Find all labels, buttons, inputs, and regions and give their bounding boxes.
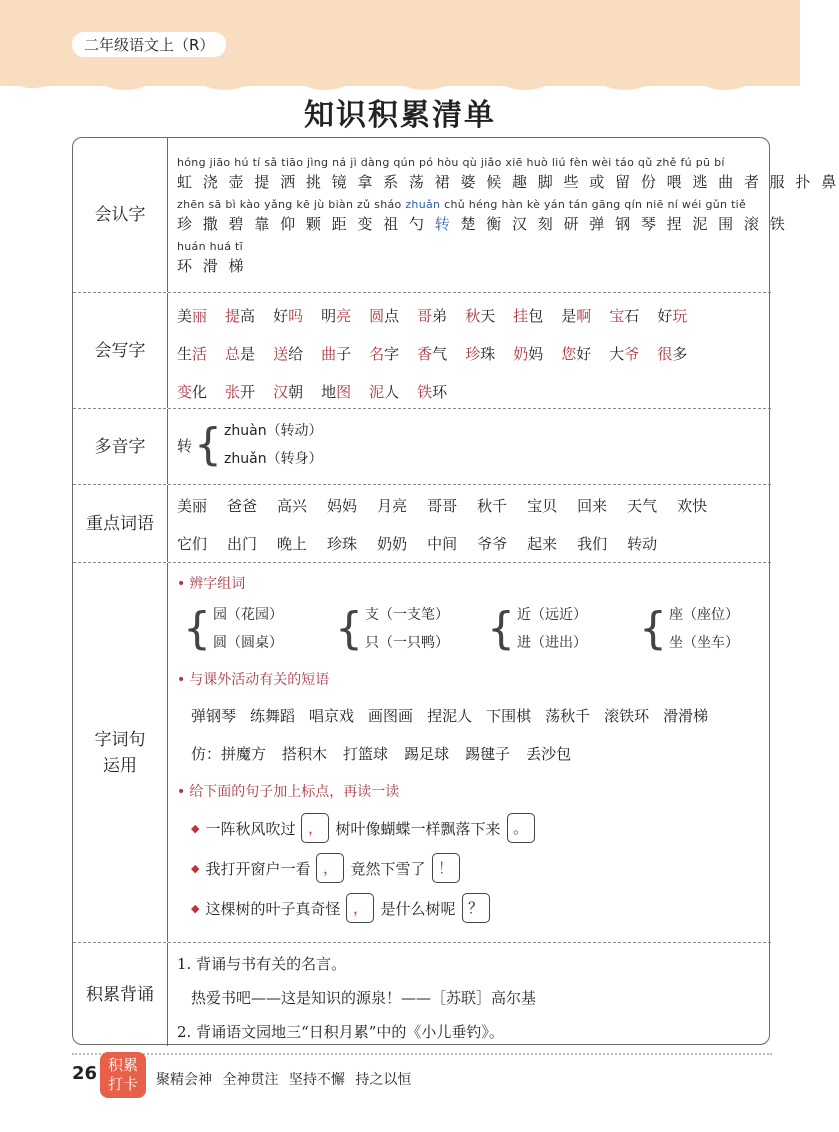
write-word: 好吗	[273, 307, 304, 325]
row-label-polyphone: 多音字	[94, 436, 146, 457]
write-word: 哥弟	[417, 307, 448, 325]
char-pair	[487, 601, 587, 657]
vocab-word: 秋千	[477, 497, 508, 515]
write-word: 生活	[177, 345, 208, 363]
write-char-highlight: 张	[225, 383, 241, 401]
imitation-prefix: 仿：	[191, 745, 222, 763]
write-word: 总是	[225, 345, 256, 363]
write-char-highlight: 吗	[288, 307, 304, 325]
sentence-part: 一阵秋风吹过	[205, 819, 296, 838]
row-label-recognize: 会认字	[94, 205, 146, 225]
activity-phrases	[191, 705, 722, 726]
write-word: 好玩	[657, 307, 688, 325]
phrase: 唱京戏	[309, 707, 355, 725]
hanzi-line-2: 珍 撒 碧 靠 仰 颗 距 变 祖 勺 转 楚 衡 汉 刻 研 弹 钢 琴 捏 泥 围 滚 铁	[177, 215, 788, 233]
punctuation-box: ，	[346, 893, 374, 923]
write-char-highlight: 丽	[192, 307, 208, 325]
vocab-word: 它们	[177, 535, 208, 553]
pair-word: 座（座位）	[669, 607, 739, 623]
pinyin-highlight: zhuǎn	[405, 198, 441, 211]
phrase: 滑滑梯	[663, 707, 709, 725]
row-label-usage: 字词句 运用	[94, 729, 146, 776]
pair-word: 坐（坐车）	[669, 635, 739, 651]
pair-word: 支（一支笔）	[365, 607, 449, 623]
row-usage	[73, 562, 771, 942]
pair-brace: {	[487, 603, 515, 654]
write-word: 秋天	[465, 307, 496, 325]
pair-brace: {	[183, 603, 211, 654]
vocab-word: 转动	[627, 535, 658, 553]
write-char-highlight: 变	[177, 383, 193, 401]
write-word: 名字	[369, 345, 400, 363]
sentence-part: 这棵树的叶子真奇怪	[205, 899, 341, 918]
hanzi-line-1: 虹 浇 壶 提 洒 挑 镜 拿 系 荡 裙 婆 候 趣 脚 些 或 留 份 喂 逃 曲 者 服 扑 鼻	[177, 173, 839, 191]
polyphone-reading-1: zhuàn（转动）	[224, 423, 323, 439]
write-word: 奶妈	[513, 345, 544, 363]
write-word: 圆点	[369, 307, 400, 325]
recite-quote: 热爱书吧——这是知识的源泉！——［苏联］高尔基	[191, 989, 537, 1007]
punctuation-box: 。	[507, 813, 535, 843]
write-char-highlight: 秋	[465, 307, 481, 325]
vocab-word: 哥哥	[427, 497, 458, 515]
write-word: 明亮	[321, 307, 352, 325]
write-char-highlight: 爷	[624, 345, 640, 363]
write-line	[177, 305, 705, 326]
knowledge-table	[72, 137, 839, 1045]
phrase: 捏泥人	[427, 707, 473, 725]
write-char-highlight: 总	[225, 345, 241, 363]
write-word: 是啊	[561, 307, 592, 325]
phrase: 下围棋	[486, 707, 532, 725]
char-pair	[335, 601, 449, 657]
polyphone-char: 转	[177, 436, 193, 455]
row-vocab	[73, 484, 771, 562]
write-char-highlight: 汉	[273, 383, 289, 401]
punctuation-sentence	[191, 893, 496, 923]
write-word: 曲子	[321, 345, 352, 363]
subheading-distinguish: • 辨字组词	[177, 576, 246, 592]
polyphone-reading-2: zhuǎn（转身）	[224, 451, 323, 467]
vocab-word: 我们	[577, 535, 608, 553]
write-word: 送给	[273, 345, 304, 363]
phrase: 搭积木	[282, 745, 328, 763]
vocab-word: 天气	[627, 497, 658, 515]
vocab-word: 奶奶	[377, 535, 408, 553]
write-char-highlight: 哥	[417, 307, 433, 325]
write-word: 提高	[225, 307, 256, 325]
pair-brace: {	[335, 603, 363, 654]
write-char-highlight: 玩	[672, 307, 688, 325]
write-line	[177, 343, 705, 364]
vocab-word: 美丽	[177, 497, 208, 515]
subheading-activities: • 与课外活动有关的短语	[177, 672, 330, 688]
vocab-word: 中间	[427, 535, 458, 553]
write-char-highlight: 提	[225, 307, 241, 325]
pair-word: 进（进出）	[517, 635, 587, 651]
row-write	[73, 292, 771, 408]
vocab-word: 晚上	[277, 535, 308, 553]
checkin-badge: 积累 打卡	[100, 1052, 146, 1098]
vocab-word: 月亮	[377, 497, 408, 515]
phrase: 丢沙包	[526, 745, 572, 763]
vocab-word: 欢快	[677, 497, 708, 515]
punctuation-box: ，	[301, 813, 329, 843]
polyphone-group: 转 { zhuàn（转动） zhuǎn（转身）	[177, 417, 323, 473]
write-word: 张开	[225, 383, 256, 401]
punctuation-box: ？	[462, 893, 490, 923]
pair-brace: {	[639, 603, 667, 654]
phrase: 滚铁环	[604, 707, 650, 725]
pair-word: 圆（圆桌）	[213, 635, 283, 651]
diamond-bullet: ◆	[191, 901, 200, 915]
write-char-highlight: 图	[336, 383, 352, 401]
write-char-highlight: 您	[561, 345, 577, 363]
vocab-word: 起来	[527, 535, 558, 553]
write-char-highlight: 亮	[336, 307, 352, 325]
char-pair	[639, 601, 739, 657]
vocab-word: 爷爷	[477, 535, 508, 553]
pair-word: 只（一只鸭）	[365, 635, 449, 651]
diamond-bullet: ◆	[191, 861, 200, 875]
write-word: 挂包	[513, 307, 544, 325]
diamond-bullet: ◆	[191, 821, 200, 835]
pinyin-line-3: huán huá tī	[177, 240, 244, 253]
imitation-phrases	[191, 743, 587, 764]
write-word: 变化	[177, 383, 208, 401]
punctuation-box: ！	[432, 853, 460, 883]
write-char-highlight: 很	[657, 345, 673, 363]
write-char-highlight: 名	[369, 345, 385, 363]
write-char-highlight: 宝	[609, 307, 625, 325]
write-char-highlight: 圆	[369, 307, 385, 325]
write-word: 美丽	[177, 307, 208, 325]
punctuation-box: ，	[316, 853, 344, 883]
write-char-highlight: 香	[417, 345, 433, 363]
phrase: 踢足球	[404, 745, 450, 763]
pinyin-line-1: hóng jiāo hú tí sǎ tiāo jìng ná jì dàng qún pó hòu qù jiǎo xiē huò liú fèn wèi táo qǔ zhě fú pū bí	[177, 156, 725, 169]
write-char-highlight: 铁	[417, 383, 433, 401]
grade-label: 二年级语文上（R）	[72, 32, 226, 57]
write-char-highlight: 珍	[465, 345, 481, 363]
write-char-highlight: 活	[192, 345, 208, 363]
write-word: 铁环	[417, 383, 448, 401]
sentence-part: 竟然下雪了	[350, 859, 426, 878]
write-line	[177, 381, 465, 402]
row-polyphone	[73, 408, 771, 484]
row-label-write: 会写字	[94, 340, 146, 361]
row-label-recite: 积累背诵	[86, 984, 154, 1005]
pinyin-line-2: zhēn sā bì kào yǎng kē jù biàn zǔ sháo zhuǎn chǔ héng hàn kè yán tán gāng qín niē ní wéi gǔn tiě	[177, 198, 747, 211]
vocab-word: 宝贝	[527, 497, 558, 515]
phrase: 踢毽子	[465, 745, 511, 763]
pair-word: 园（花园）	[213, 607, 283, 623]
row-recognize	[73, 138, 839, 292]
recite-item-1: 1. 背诵与书有关的名言。	[177, 955, 347, 973]
vocab-word: 高兴	[277, 497, 308, 515]
vocab-word: 珍珠	[327, 535, 358, 553]
row-label-vocab: 重点词语	[86, 513, 154, 534]
sentence-part: 树叶像蝴蝶一样飘落下来	[335, 819, 501, 838]
write-word: 香气	[417, 345, 448, 363]
pair-word: 近（远近）	[517, 607, 587, 623]
write-word: 地图	[321, 383, 352, 401]
write-char-highlight: 曲	[321, 345, 337, 363]
write-word: 您好	[561, 345, 592, 363]
punctuation-sentence	[191, 813, 541, 843]
vocab-line	[177, 533, 677, 554]
write-word: 大爷	[609, 345, 640, 363]
footer-divider	[72, 1053, 772, 1055]
write-word: 汉朝	[273, 383, 304, 401]
write-word: 泥人	[369, 383, 400, 401]
phrase: 打篮球	[343, 745, 389, 763]
vocab-word: 妈妈	[327, 497, 358, 515]
phrase: 弹钢琴	[191, 707, 237, 725]
vocab-word: 回来	[577, 497, 608, 515]
sentence-part: 我打开窗户一看	[205, 859, 311, 878]
write-char-highlight: 啊	[576, 307, 592, 325]
page-title: 知识积累清单	[304, 98, 496, 133]
recite-item-2: 2. 背诵语文园地三“日积月累”中的《小儿垂钓》。	[177, 1023, 504, 1041]
page-number: 26	[72, 1063, 98, 1084]
write-char-highlight: 送	[273, 345, 289, 363]
vocab-word: 爸爸	[227, 497, 258, 515]
char-pair	[183, 601, 283, 657]
write-char-highlight: 奶	[513, 345, 529, 363]
subheading-punctuation: • 给下面的句子加上标点，再读一读	[177, 784, 400, 800]
vocab-word: 出门	[227, 535, 258, 553]
sentence-part: 是什么树呢	[380, 899, 456, 918]
punctuation-sentence	[191, 853, 466, 883]
vocab-line	[177, 495, 727, 516]
phrase: 荡秋千	[545, 707, 591, 725]
write-word: 珍珠	[465, 345, 496, 363]
hanzi-line-3: 环 滑 梯	[177, 257, 247, 275]
write-word: 很多	[657, 345, 688, 363]
phrase: 练舞蹈	[250, 707, 296, 725]
write-char-highlight: 泥	[369, 383, 385, 401]
phrase: 拼魔方	[221, 745, 267, 763]
phrase: 画图画	[368, 707, 414, 725]
row-recite	[73, 942, 771, 1046]
hanzi-highlight: 转	[434, 215, 453, 233]
footer-motto: 聚精会神 全神贯注 坚持不懈 持之以恒	[156, 1072, 412, 1088]
write-word: 宝石	[609, 307, 640, 325]
write-char-highlight: 挂	[513, 307, 529, 325]
